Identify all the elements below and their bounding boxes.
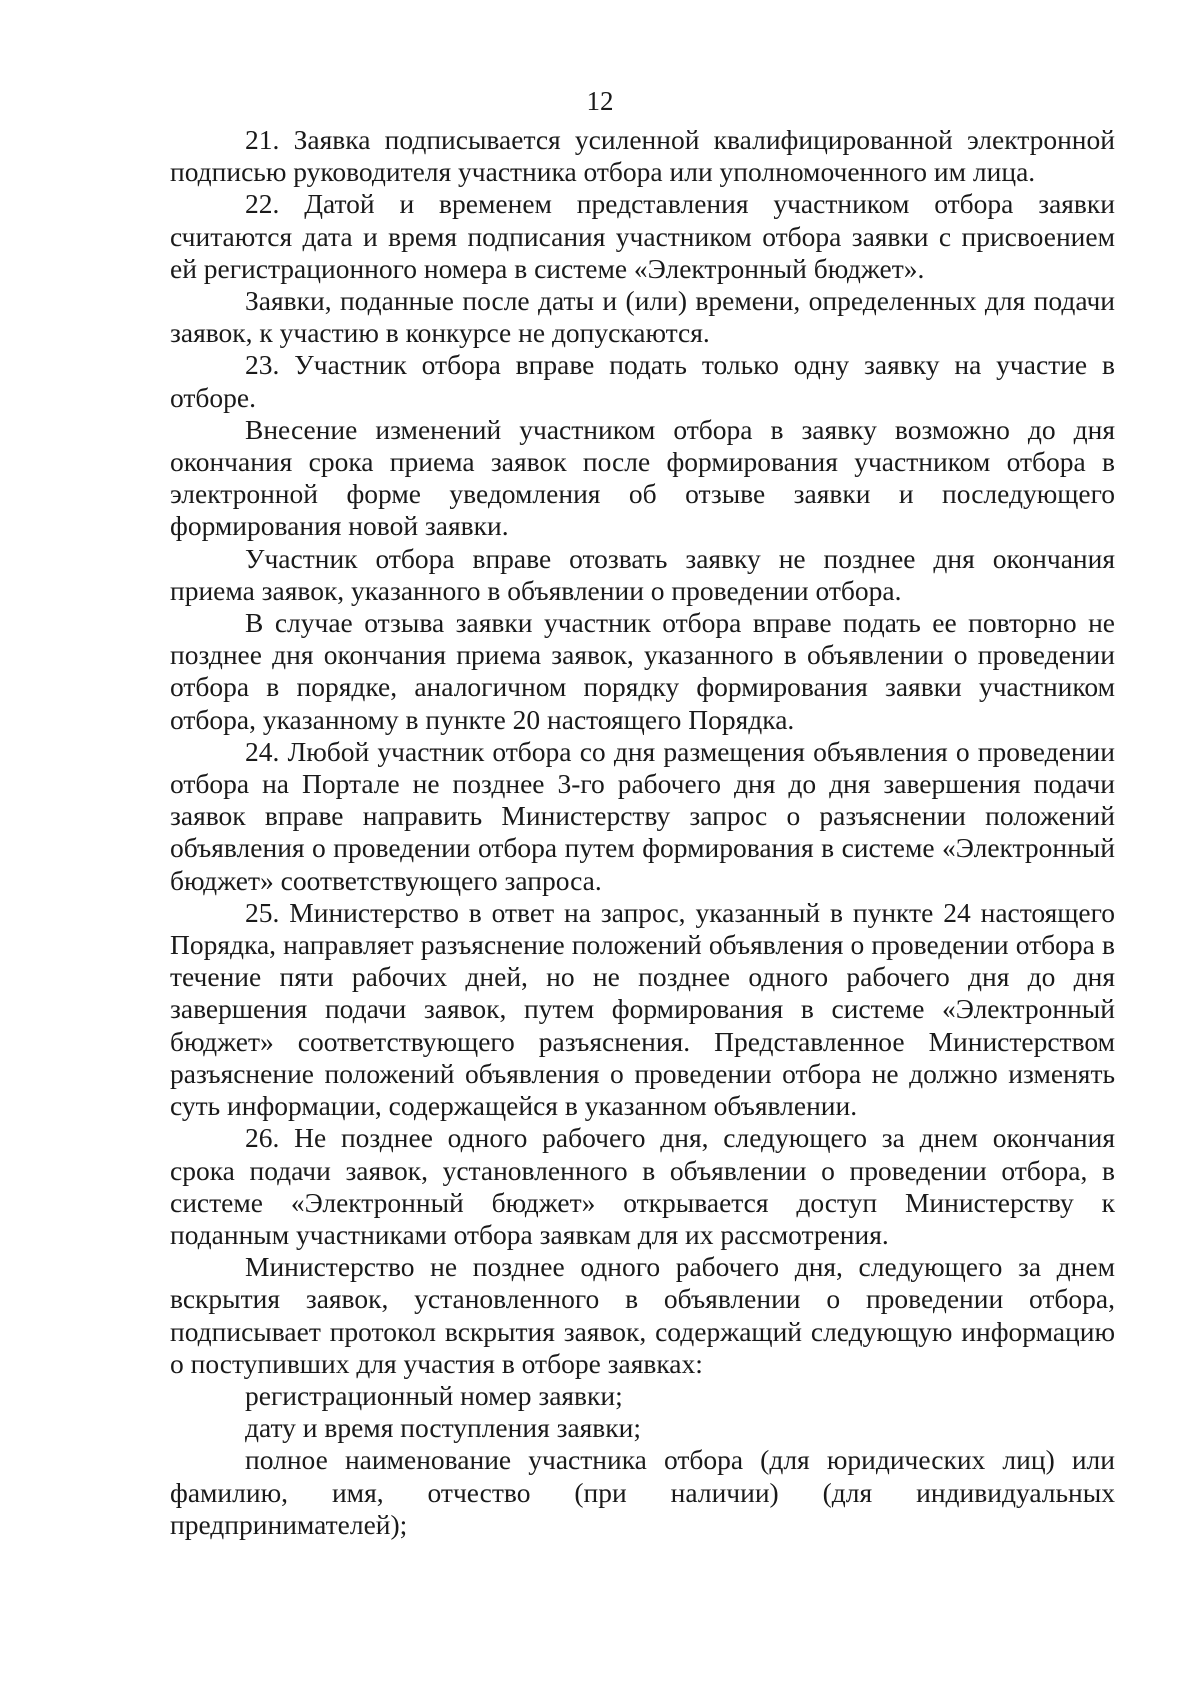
- paragraph-withdrawal: Участник отбора вправе отозвать заявку не позднее дня окончания приема заявок, указанного в объявлении о проведении отбора.: [170, 542, 1115, 606]
- list-item-date-time: дату и время поступления заявки;: [245, 1412, 642, 1444]
- document-body: [170, 124, 1115, 1541]
- list-item-registration-number: регистрационный номер заявки;: [245, 1379, 623, 1411]
- paragraph-changes: Внесение изменений участником отбора в заявку возможно до дня окончания срока приема заявок после формирования участником отбора в электронной форме уведомления об отзыве заявки и последующего формирования новой заявки.: [170, 413, 1115, 542]
- page-number: 12: [586, 86, 614, 116]
- paragraph-protocol: Министерство не позднее одного рабочего дня, следующего за днем вскрытия заявок, установленного в объявлении о проведении отбора, подписывает протокол вскрытия заявок, содержащий следующую информацию о поступивших для участия в отборе заявках:: [170, 1251, 1115, 1379]
- paragraph-24: 24. Любой участник отбора со дня размещения объявления о проведении отбора на Портале не позднее 3-го рабочего дня до дня завершения подачи заявок вправе направить Министерству запрос о разъяснении положений объявления о проведении отбора путем формирования в системе «Электронный бюджет» соответствующего запроса.: [170, 735, 1115, 896]
- paragraph-23: 23. Участник отбора вправе подать только одну заявку на участие в отборе.: [170, 349, 1115, 413]
- paragraph-late-applications: Заявки, поданные после даты и (или) времени, определенных для подачи заявок, к участию в конкурсе не допускаются.: [170, 285, 1115, 349]
- paragraph-25: 25. Министерство в ответ на запрос, указанный в пункте 24 настоящего Порядка, направляет разъяснение положений объявления о проведении отбора в течение пяти рабочих дней, но не позднее одного рабочего дня до дня завершения подачи заявок, путем формирования в системе «Электронный бюджет» соответствующего разъяснения. Представленное Министерством разъяснение положений объявления о проведении отбора не должно изменять суть информации, содержащейся в указанном объявлении.: [170, 896, 1115, 1122]
- paragraph-26: 26. Не позднее одного рабочего дня, следующего за днем окончания срока подачи заявок, установленного в объявлении о проведении отбора, в системе «Электронный бюджет» открывается доступ Министерству к поданным участниками отбора заявкам для их рассмотрения.: [170, 1122, 1115, 1250]
- paragraph-21: 21. Заявка подписывается усиленной квалифицированной электронной подписью руководителя участника отбора или уполномоченного им лица.: [170, 124, 1115, 188]
- list-item-participant-name: полное наименование участника отбора (для юридических лиц) или фамилию, имя, отчество (при наличии) (для индивидуальных предпринимателей);: [170, 1444, 1115, 1540]
- paragraph-resubmission: В случае отзыва заявки участник отбора вправе подать ее повторно не позднее дня окончания приема заявок, указанного в объявлении о проведении отбора в порядке, аналогичном порядку формирования заявки участником отбора, указанному в пункте 20 настоящего Порядка.: [170, 607, 1115, 735]
- paragraph-22: 22. Датой и временем представления участником отбора заявки считаются дата и время подписания участником отбора заявки с присвоением ей регистрационного номера в системе «Электронный бюджет».: [170, 188, 1115, 284]
